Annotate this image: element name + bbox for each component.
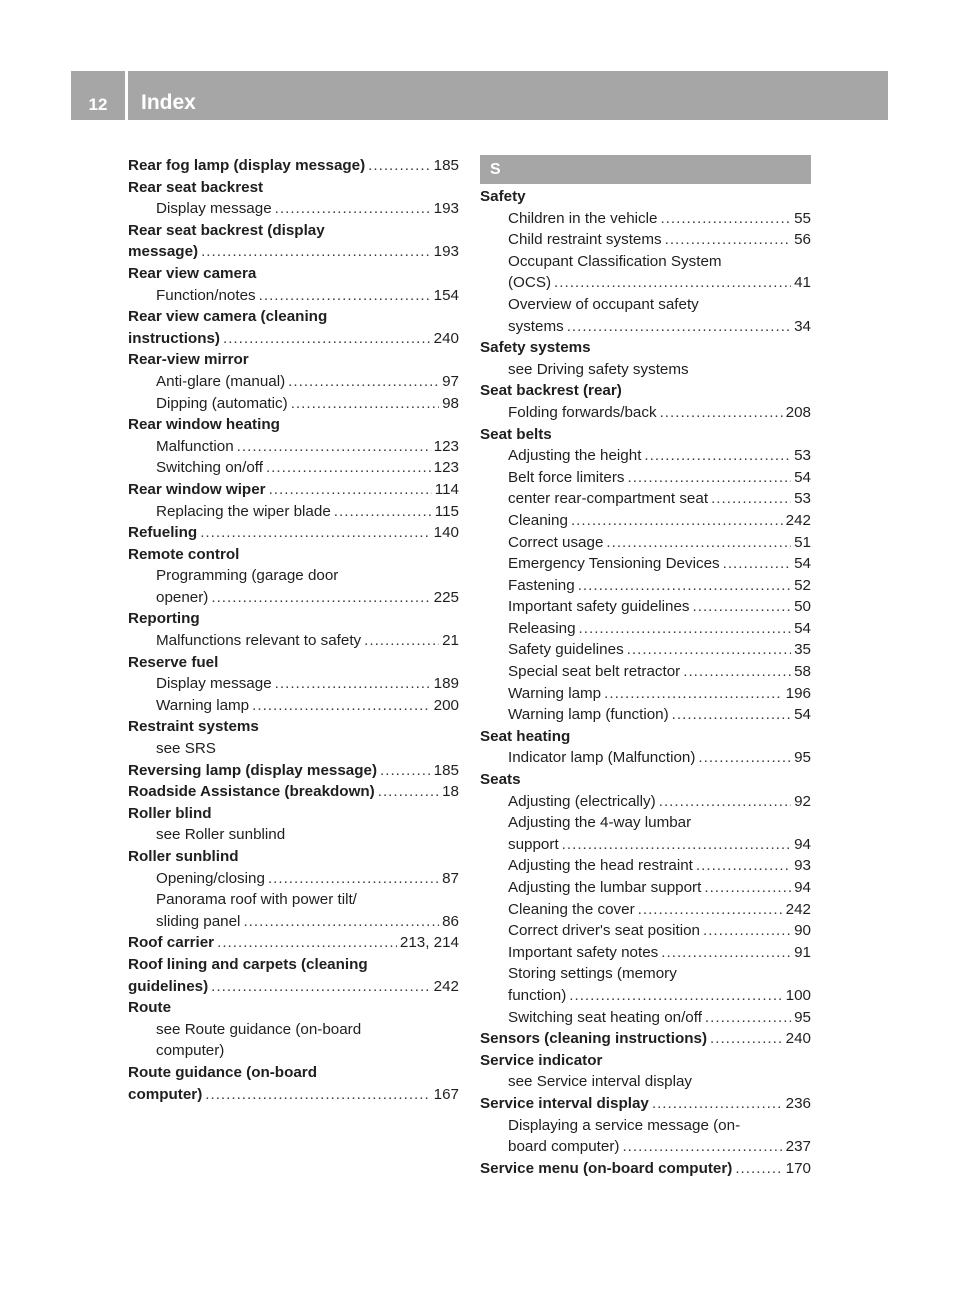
entry-text: opener) [156, 588, 209, 606]
index-subentry [128, 198, 459, 220]
index-heading [480, 1158, 811, 1180]
entry-text: Children in the vehicle [508, 209, 658, 227]
index-subentry [128, 393, 459, 415]
index-subentry [128, 630, 459, 652]
index-subentry [480, 1007, 811, 1029]
entry-text: Opening/closing [156, 869, 265, 887]
index-heading: Rear window heating [128, 416, 280, 434]
entry-text: Emergency Tensioning Devices [508, 555, 720, 573]
index-subentry [480, 596, 811, 618]
entry-text: Dipping (automatic) [156, 394, 288, 412]
page-reference: 94 [794, 835, 811, 853]
dot-leader [266, 457, 431, 479]
index-heading [128, 932, 459, 954]
entry-text: Child restraint systems [508, 231, 662, 249]
dot-leader [211, 976, 430, 998]
index-heading [128, 781, 459, 803]
index-subentry: Panorama roof with power tilt/ [156, 891, 357, 909]
page-reference: 97 [442, 372, 459, 390]
page-reference: 100 [785, 986, 811, 1004]
page-reference: 236 [785, 1094, 811, 1112]
entry-text: Cleaning the cover [508, 900, 635, 918]
index-subentry: Occupant Classification System [508, 252, 722, 270]
index-subentry: see Service interval display [508, 1073, 693, 1091]
dot-leader [711, 488, 791, 510]
dot-leader [200, 522, 430, 544]
dot-leader [252, 695, 431, 717]
index-heading: Seats [480, 771, 521, 789]
index-subentry [480, 316, 811, 338]
entry-text: Important safety guidelines [508, 598, 690, 616]
entry-text: support [508, 835, 559, 853]
index-subentry [480, 639, 811, 661]
page-reference: 242 [785, 900, 811, 918]
index-subentry: Programming (garage door [156, 567, 339, 585]
entry-text: sliding panel [156, 912, 241, 930]
page-reference: 53 [794, 447, 811, 465]
entry-text: Belt force limiters [508, 468, 625, 486]
index-subentry: computer) [156, 1042, 225, 1060]
index-heading [128, 479, 459, 501]
index-subentry [480, 791, 811, 813]
dot-leader [704, 877, 791, 899]
dot-leader [710, 1028, 783, 1050]
entry-text: message) [128, 243, 199, 261]
index-subentry [480, 402, 811, 424]
dot-leader [334, 501, 432, 523]
page-reference: 95 [794, 1008, 811, 1026]
index-heading: Rear view camera (cleaning [128, 308, 328, 326]
index-subentry: Overview of occupant safety [508, 295, 699, 313]
dot-leader [291, 393, 439, 415]
entry-text: Correct usage [508, 533, 604, 551]
index-heading: Rear view camera [128, 264, 257, 282]
entry-text: Service menu (on-board computer) [480, 1159, 733, 1177]
index-heading: Safety systems [480, 339, 591, 357]
entry-text: center rear-compartment seat [508, 490, 709, 508]
entry-text: Adjusting the head restraint [508, 857, 693, 875]
dot-leader [567, 316, 791, 338]
page-number: 12 [88, 95, 108, 114]
entry-text: (OCS) [508, 274, 552, 292]
entry-text: Indicator lamp (Malfunction) [508, 749, 696, 767]
index-heading: Remote control [128, 545, 240, 563]
index-heading: Service indicator [480, 1051, 603, 1069]
entry-text: Important safety notes [508, 943, 659, 961]
page-reference: 92 [794, 792, 811, 810]
section-title: Index [141, 91, 196, 114]
entry-text: Adjusting the lumbar support [508, 879, 702, 896]
page-reference: 240 [785, 1030, 811, 1048]
dot-leader [683, 661, 791, 683]
index-subentry [480, 618, 811, 640]
page-reference: 185 [433, 761, 459, 779]
dot-leader [578, 575, 791, 597]
entry-text: Fastening [508, 576, 575, 594]
index-subentry: see SRS [156, 740, 216, 758]
page-reference: 87 [442, 869, 459, 887]
index-heading [128, 155, 459, 177]
index-subentry [480, 683, 811, 705]
dot-leader [705, 1007, 791, 1029]
page-reference: 123 [433, 437, 459, 455]
entry-text: Warning lamp (function) [508, 706, 669, 724]
entry-text: board computer) [508, 1138, 620, 1156]
entry-text: function) [508, 986, 567, 1004]
index-subentry [480, 467, 811, 489]
index-heading [128, 760, 459, 782]
page-reference: 55 [794, 209, 811, 227]
entry-text: systems [508, 317, 564, 335]
dot-leader [606, 532, 791, 554]
entry-text: Releasing [508, 619, 576, 637]
index-subentry [480, 553, 811, 575]
index-entries-right [480, 186, 811, 1179]
entry-text: Correct driver's seat position [508, 922, 700, 940]
dot-leader [554, 272, 791, 294]
letter-heading: S [480, 155, 811, 184]
index-subentry [480, 208, 811, 230]
page-reference: 140 [433, 524, 459, 542]
page-reference: 189 [433, 675, 459, 693]
page-reference: 86 [442, 912, 459, 930]
index-subentry [480, 899, 811, 921]
index-subentry [480, 532, 811, 554]
page-reference: 90 [794, 922, 811, 940]
index-heading [480, 1093, 811, 1115]
dot-leader [735, 1158, 782, 1180]
index-heading: Roller blind [128, 804, 212, 822]
index-subentry: Adjusting the 4-way lumbar [508, 814, 692, 832]
index-subentry [128, 285, 459, 307]
page-reference: 93 [794, 857, 811, 875]
dot-leader [269, 479, 432, 501]
index-heading: Seat backrest (rear) [480, 382, 622, 400]
entry-text: Switching seat heating on/off [508, 1008, 702, 1026]
page-reference: 208 [785, 403, 811, 421]
dot-leader [698, 747, 791, 769]
dot-leader [217, 932, 397, 954]
index-subentry [480, 488, 811, 510]
index-subentry [480, 942, 811, 964]
page-reference: 95 [794, 749, 811, 767]
dot-leader [275, 673, 431, 695]
page-reference: 54 [794, 706, 811, 724]
entry-text: Reversing lamp (display message) [128, 761, 378, 779]
page-reference: 54 [794, 555, 811, 573]
page-reference: 50 [794, 598, 811, 616]
dot-leader [275, 198, 431, 220]
page-reference: 193 [433, 200, 459, 218]
dot-leader [237, 436, 431, 458]
index-subentry [128, 868, 459, 890]
entry-text: Rear fog lamp (display message) [128, 157, 366, 174]
page-reference: 114 [434, 480, 459, 498]
index-heading: Reporting [128, 610, 200, 628]
index-subentry: Storing settings (memory [508, 965, 677, 983]
entry-text: guidelines) [128, 977, 209, 995]
page-reference: 98 [442, 394, 459, 412]
dot-leader [627, 467, 791, 489]
index-subentry [128, 673, 459, 695]
dot-leader [223, 328, 431, 350]
dot-leader [562, 834, 791, 856]
entry-text: Malfunctions relevant to safety [156, 632, 362, 650]
index-subentry [128, 501, 459, 523]
dot-leader [652, 1093, 783, 1115]
index-heading [128, 522, 459, 544]
index-subentry [480, 855, 811, 877]
index-subentry [128, 436, 459, 458]
index-heading: Reserve fuel [128, 653, 219, 671]
dot-leader [627, 639, 791, 661]
entry-text: Warning lamp [508, 684, 602, 702]
dot-leader [259, 285, 431, 307]
index-subentry: see Route guidance (on-board [156, 1020, 362, 1038]
index-heading: Seat heating [480, 727, 571, 745]
dot-leader [364, 630, 439, 652]
index-heading: Restraint systems [128, 718, 259, 736]
index-subentry [480, 877, 811, 899]
page-reference: 242 [785, 511, 811, 529]
page-reference: 53 [794, 490, 811, 508]
page-reference: 167 [433, 1085, 459, 1103]
page-reference: 170 [785, 1159, 811, 1177]
entry-text: Special seat belt retractor [508, 663, 681, 681]
dot-leader [622, 1136, 782, 1158]
page-reference: 115 [434, 502, 459, 520]
index-heading: Safety [480, 188, 526, 205]
entry-text: Display message [156, 200, 272, 218]
index-subentry [480, 920, 811, 942]
entry-text: instructions) [128, 329, 220, 347]
entry-text: Display message [156, 675, 272, 693]
entry-text: Adjusting (electrically) [508, 792, 656, 810]
index-subentry [480, 985, 811, 1007]
dot-leader [659, 791, 791, 813]
dot-leader [205, 1084, 430, 1106]
page-reference: 18 [442, 783, 459, 801]
entry-text: Safety guidelines [508, 641, 624, 659]
page-reference: 240 [433, 329, 459, 347]
index-heading: Rear seat backrest [128, 178, 264, 196]
dot-leader [380, 760, 431, 782]
dot-leader [243, 911, 439, 933]
index-subentry: Displaying a service message (on- [508, 1116, 741, 1134]
entry-text: Rear window wiper [128, 480, 266, 498]
index-subentry [480, 834, 811, 856]
page-reference: 242 [433, 977, 459, 995]
page-reference: 51 [794, 533, 811, 551]
entry-text: Refueling [128, 524, 198, 542]
header-divider [125, 71, 128, 120]
page-reference: 185 [433, 157, 459, 174]
index-heading: Seat belts [480, 425, 552, 443]
index-column-left [128, 155, 459, 1105]
dot-leader [644, 445, 791, 467]
page-reference: 21 [442, 632, 459, 650]
index-subentry [480, 445, 811, 467]
index-column-right [480, 155, 811, 1179]
page-reference: 123 [433, 459, 459, 477]
page-reference: 58 [794, 663, 811, 681]
page-reference: 56 [794, 231, 811, 249]
page-reference: 213, 214 [399, 934, 459, 952]
index-heading: Roof lining and carpets (cleaning [128, 955, 368, 973]
dot-leader [211, 587, 430, 609]
page-reference: 54 [794, 468, 811, 486]
index-heading [128, 328, 459, 350]
dot-leader [693, 596, 792, 618]
page-reference: 200 [433, 696, 459, 714]
page-reference: 225 [433, 588, 459, 606]
entry-text: Cleaning [508, 511, 568, 529]
page-reference: 94 [794, 879, 811, 896]
index-heading [480, 1028, 811, 1050]
dot-leader [579, 618, 792, 640]
page-header [71, 71, 888, 120]
entry-text: Malfunction [156, 437, 234, 455]
page-reference: 41 [794, 274, 811, 292]
index-subentry [480, 1136, 811, 1158]
entry-text: Switching on/off [156, 459, 263, 477]
page-reference: 54 [794, 619, 811, 637]
entry-text: Function/notes [156, 286, 256, 304]
entry-text: Service interval display [480, 1094, 649, 1112]
dot-leader [665, 229, 791, 251]
page-reference: 237 [785, 1138, 811, 1156]
dot-leader [660, 208, 791, 230]
dot-leader [571, 510, 783, 532]
index-subentry [128, 911, 459, 933]
dot-leader [703, 920, 791, 942]
entry-text: computer) [128, 1085, 203, 1103]
index-heading [128, 1084, 459, 1106]
index-heading: Rear-view mirror [128, 351, 249, 369]
index-subentry [128, 587, 459, 609]
dot-leader [604, 683, 783, 705]
dot-leader [661, 942, 791, 964]
page-reference: 35 [794, 641, 811, 659]
index-heading: Route [128, 999, 172, 1017]
dot-leader [723, 553, 791, 575]
page-reference: 193 [433, 243, 459, 261]
index-subentry [480, 575, 811, 597]
index-heading [128, 241, 459, 263]
entry-text: Adjusting the height [508, 447, 642, 465]
entry-text: Anti-glare (manual) [156, 372, 286, 390]
dot-leader [638, 899, 783, 921]
index-subentry [480, 704, 811, 726]
dot-leader [569, 985, 782, 1007]
dot-leader [368, 155, 430, 177]
dot-leader [288, 371, 439, 393]
index-subentry [128, 695, 459, 717]
index-subentry [128, 371, 459, 393]
index-subentry: see Driving safety systems [508, 360, 689, 378]
entry-text: Roadside Assistance (breakdown) [128, 783, 375, 801]
dot-leader [378, 781, 439, 803]
index-heading: Rear seat backrest (display [128, 221, 325, 239]
entry-text: Sensors (cleaning instructions) [480, 1030, 708, 1048]
index-heading: Roller sunblind [128, 848, 239, 865]
index-subentry [480, 661, 811, 683]
entry-text: Folding forwards/back [508, 403, 657, 421]
dot-leader [672, 704, 791, 726]
entry-text: Roof carrier [128, 934, 215, 952]
index-subentry [480, 510, 811, 532]
dot-leader [660, 402, 783, 424]
entry-text: Warning lamp [156, 696, 250, 714]
index-subentry [480, 229, 811, 251]
index-subentry [128, 457, 459, 479]
index-subentry [480, 747, 811, 769]
dot-leader [268, 868, 439, 890]
dot-leader [696, 855, 791, 877]
page-reference: 91 [794, 943, 811, 961]
index-subentry: see Roller sunblind [156, 826, 286, 844]
page-reference: 52 [794, 576, 811, 594]
page-reference: 154 [433, 286, 459, 304]
index-heading [128, 976, 459, 998]
index-subentry [480, 272, 811, 294]
dot-leader [201, 241, 431, 263]
page-reference: 34 [794, 317, 811, 335]
page-reference: 196 [785, 684, 811, 702]
index-heading: Route guidance (on-board [128, 1063, 317, 1081]
entry-text: Replacing the wiper blade [156, 502, 331, 520]
